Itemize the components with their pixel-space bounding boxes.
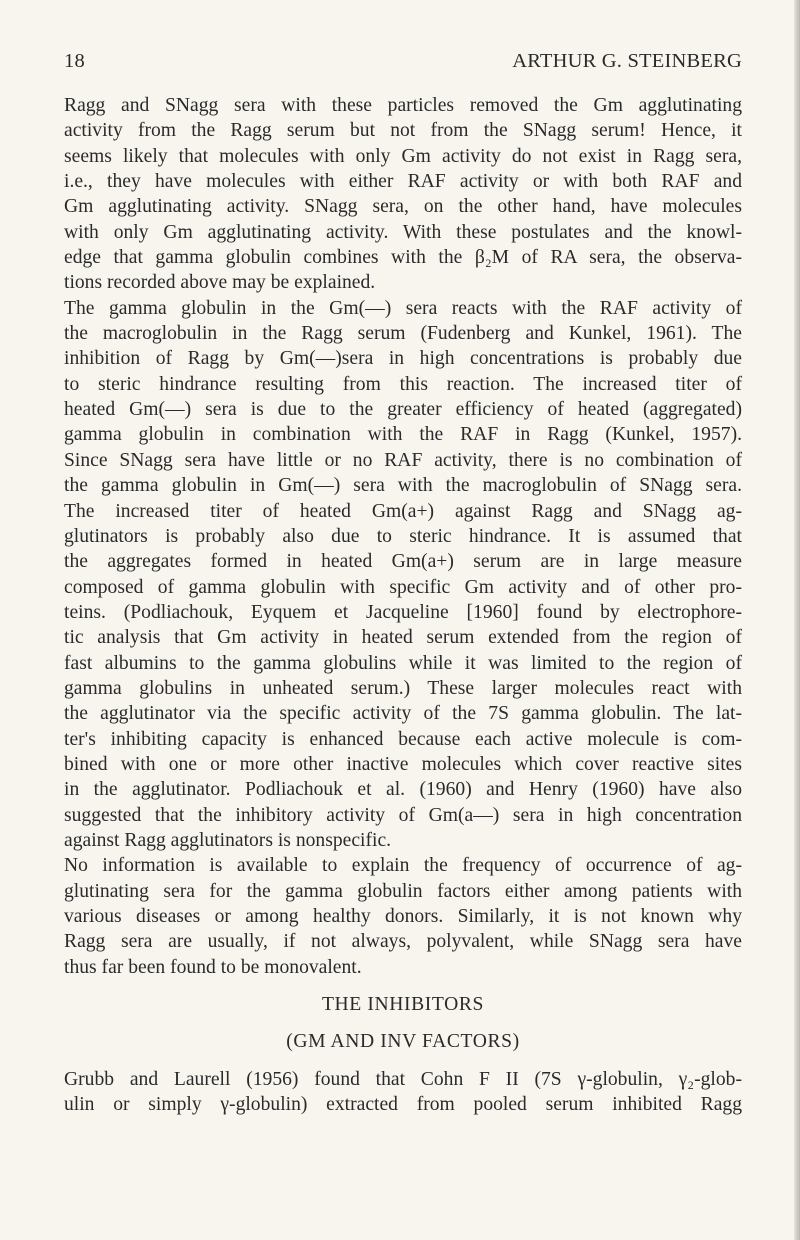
- text-line: Grubb and Laurell (1956) found that Cohn F II (7S γ-globulin, γ₂-glob-: [64, 1068, 742, 1090]
- section-subtitle: (GM AND INV FACTORS): [286, 1031, 520, 1053]
- section-spacer: [64, 1017, 742, 1029]
- page-number: 18: [64, 50, 85, 72]
- text-line: in the agglutinator. Podliachouk et al. (1960) and Henry (1960) have also: [64, 779, 742, 801]
- text-line: tions recorded above may be explained.: [64, 272, 376, 294]
- text-line: the agglutinator via the specific activity of the 7S gamma globulin. The lat-: [64, 703, 742, 725]
- text-line: ter's inhibiting capacity is enhanced because each active molecule is com-: [64, 728, 742, 750]
- text-line: with only Gm agglutinating activity. With these postulates and the knowl-: [64, 221, 742, 243]
- text-line: fast albumins to the gamma globulins while it was limited to the region of: [64, 652, 742, 674]
- text-line: i.e., they have molecules with either RAF activity or with both RAF and: [64, 171, 742, 193]
- text-line: Ragg sera are usually, if not always, polyvalent, while SNagg sera have: [64, 931, 742, 953]
- text-line: bined with one or more other inactive molecules which cover reactive sites: [64, 753, 742, 775]
- text-line: the gamma globulin in Gm(—) sera with the macroglobulin of SNagg sera.: [64, 475, 742, 497]
- section-title: THE INHIBITORS: [321, 994, 485, 1016]
- text-line: to steric hindrance resulting from this reaction. The increased titer of: [64, 373, 742, 395]
- text-line: heated Gm(—) sera is due to the greater efficiency of heated (aggregated): [64, 399, 742, 421]
- text-line: the macroglobulin in the Ragg serum (Fudenberg and Kunkel, 1961). The: [64, 323, 742, 345]
- text-line: the aggregates formed in heated Gm(a+) serum are in large measure: [64, 551, 742, 573]
- text-line: Gm agglutinating activity. SNagg sera, on the other hand, have molecules: [64, 196, 742, 218]
- text-line: The gamma globulin in the Gm(—) sera reacts with the RAF activity of: [64, 297, 742, 319]
- page-header: [64, 50, 742, 80]
- text-line: suggested that the inhibitory activity of Gm(a—) sera in high concentration: [64, 804, 742, 826]
- text-line: gamma globulin in combination with the RAF in Ragg (Kunkel, 1957).: [64, 424, 742, 446]
- text-line: Since SNagg sera have little or no RAF activity, there is no combination of: [64, 449, 742, 471]
- text-line: edge that gamma globulin combines with the β₂M of RA sera, the observa-: [64, 247, 742, 269]
- text-line: gamma globulins in unheated serum.) These larger molecules react with: [64, 677, 742, 699]
- text-line: The increased titer of heated Gm(a+) against Ragg and SNagg ag-: [64, 500, 742, 522]
- text-line: glutinators is probably also due to steric hindrance. It is assumed that: [64, 525, 742, 547]
- text-line: seems likely that molecules with only Gm activity do not exist in Ragg sera,: [64, 145, 742, 167]
- text-line: tic analysis that Gm activity in heated serum extended from the region of: [64, 627, 742, 649]
- text-line: No information is available to explain the frequency of occurrence of ag-: [64, 855, 742, 877]
- text-line: glutinating sera for the gamma globulin factors either among patients with: [64, 880, 742, 902]
- text-line: various diseases or among healthy donors. Similarly, it is not known why: [64, 906, 742, 927]
- running-head: ARTHUR G. STEINBERG: [512, 50, 742, 72]
- section-spacer: [64, 1055, 742, 1067]
- text-line: inhibition of Ragg by Gm(—)sera in high concentrations is probably due: [64, 348, 742, 370]
- text-line: ulin or simply γ-globulin) extracted from pooled serum inhibited Ragg: [64, 1094, 742, 1116]
- page-edge-shadow: [794, 0, 800, 1240]
- section-spacer: [64, 980, 742, 992]
- text-line: thus far been found to be monovalent.: [64, 956, 362, 978]
- page-body: [64, 93, 742, 1117]
- text-line: Ragg and SNagg sera with these particles removed the Gm agglutinating: [64, 95, 742, 116]
- text-line: activity from the Ragg serum but not from the SNagg serum! Hence, it: [64, 120, 742, 142]
- text-line: composed of gamma globulin with specific Gm activity and of other pro-: [64, 576, 742, 598]
- text-line: teins. (Podliachouk, Eyquem et Jacqueline [1960] found by electrophore-: [64, 601, 742, 623]
- text-line: against Ragg agglutinators is nonspecific.: [64, 829, 392, 851]
